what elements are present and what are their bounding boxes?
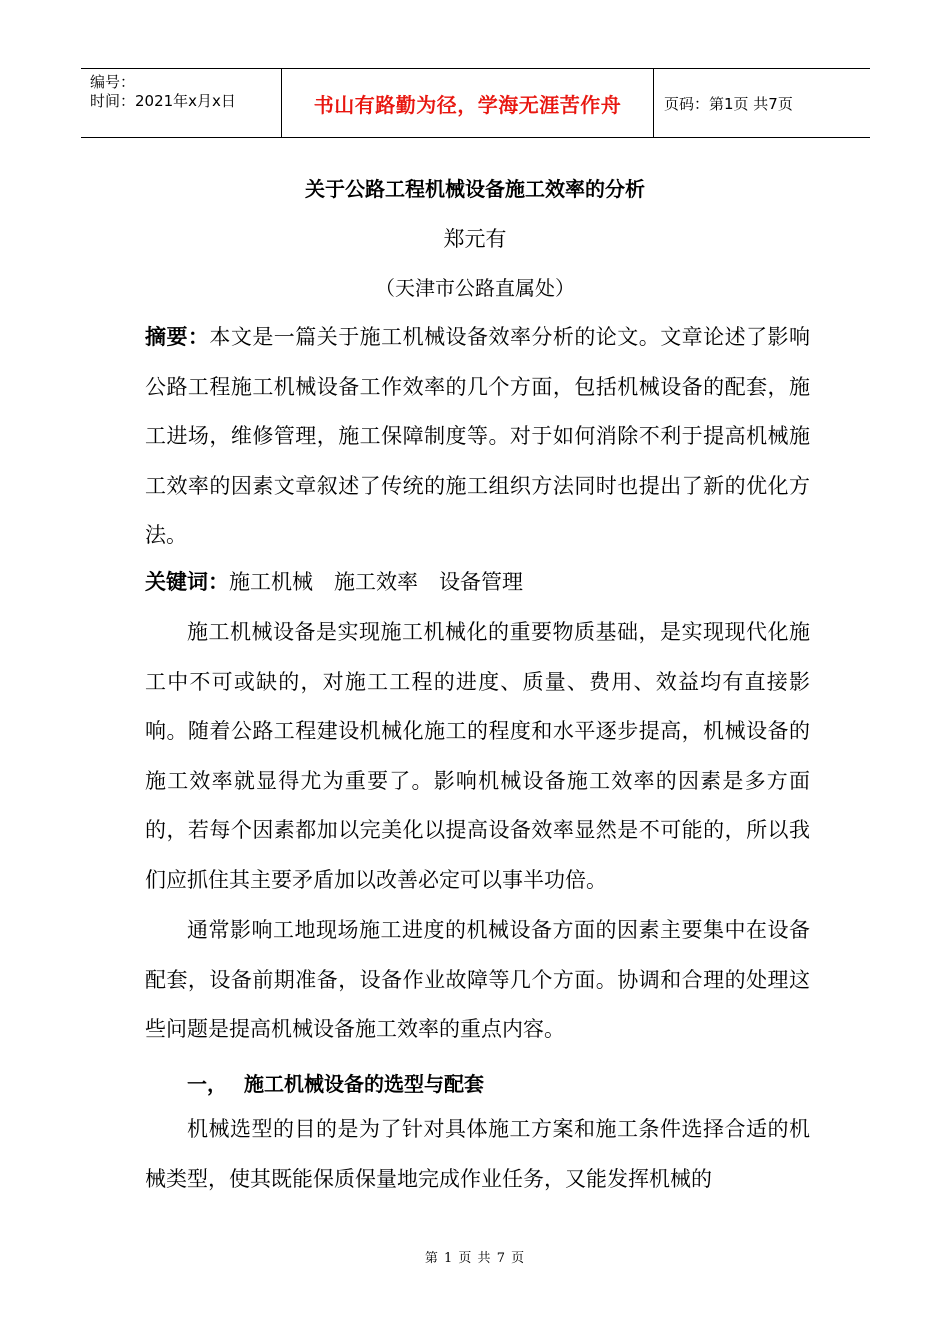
abstract-label: 摘要： [145, 325, 210, 349]
header-meta-cell [81, 69, 282, 137]
abstract-paragraph [145, 313, 810, 561]
document-time-label: 时间：2021年x月x日 [90, 92, 236, 110]
body-paragraph-2: 通常影响工地现场施工进度的机械设备方面的因素主要集中在设备配套，设备前期准备，设备作业故障等几个方面。协调和合理的处理这些问题是提高机械设备施工效率的重点内容。 [145, 918, 810, 1041]
article-author: 郑元有 [443, 227, 507, 251]
abstract-text: 本文是一篇关于施工机械设备效率分析的论文。文章论述了影响公路工程施工机械设备工作效率的几个方面，包括机械设备的配套，施工进场，维修管理，施工保障制度等。对于如何消除不利于提高机械施工效率的因素文章叙述了传统的施工组织方法同时也提出了新的优化方法。 [145, 325, 811, 547]
body-paragraph-3: 机械选型的目的是为了针对具体施工方案和施工条件选择合适的机械类型，使其既能保质保量地完成作业任务，又能发挥机械的 [145, 1117, 810, 1191]
section-number: 一， [187, 1072, 227, 1096]
header-table [81, 68, 870, 138]
keywords-label: 关键词： [145, 570, 229, 594]
keywords-text: 施工机械 施工效率 设备管理 [229, 570, 523, 594]
body-paragraph-1: 施工机械设备是实现施工机械化的重要物质基础，是实现现代化施工中不可或缺的，对施工工程的进度、质量、费用、效益均有直接影响。随着公路工程建设机械化施工的程度和水平逐步提高，机械设备的施工效率就显得尤为重要了。影响机械设备施工效率的因素是多方面的，若每个因素都加以完美化以提高设备效率显然是不可能的，所以我们应抓住其主要矛盾加以改善必定可以事半功倍。 [145, 620, 810, 892]
section-title: 施工机械设备的选型与配套 [244, 1072, 484, 1096]
header-page-cell [654, 69, 870, 137]
header-motto: 书山有路勤为径，学海无涯苦作舟 [313, 92, 622, 117]
header-page-info: 页码：第1页 共7页 [664, 94, 793, 113]
article-affiliation: （天津市公路直属处） [375, 276, 575, 300]
section-heading-1 [187, 1068, 484, 1097]
keywords-paragraph [145, 558, 810, 608]
document-number-label: 编号： [90, 73, 136, 91]
article-title: 关于公路工程机械设备施工效率的分析 [305, 177, 645, 201]
header-motto-cell [282, 69, 654, 137]
page-footer: 第 1 页 共 7 页 [424, 1251, 526, 1266]
